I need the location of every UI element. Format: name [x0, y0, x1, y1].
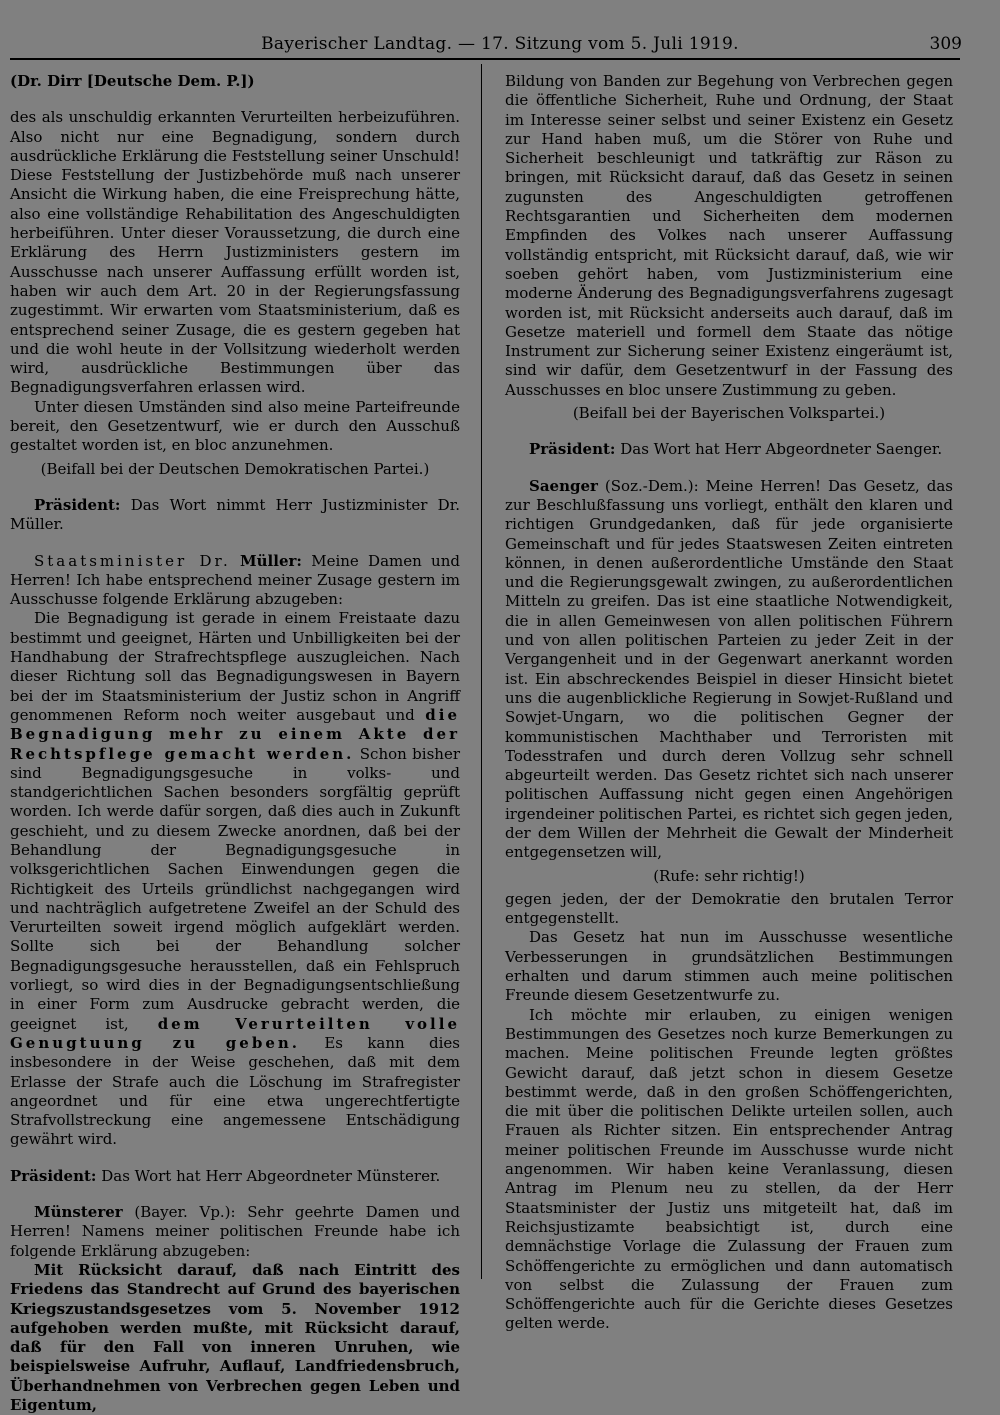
emphasis-text: die Begnadigung mehr zu einem Akte der Rechtspflege gemacht werden. [10, 705, 460, 763]
paragraph: Das Gesetz hat nun im Ausschusse wesentliche Verbesserungen in grundsätzlichen Bestimmungen erhalten und darum stimmen auch meine politischen Freunde diesem Gesetzentwurfe zu. [505, 928, 953, 1005]
running-title: Bayerischer Landtag. — 17. Sitzung vom 5. Juli 1919. [261, 34, 739, 54]
speech-text: Das Wort hat Herr Abgeordneter Münsterer. [101, 1166, 441, 1185]
speaker-label: Müller: [240, 551, 302, 570]
page-header [0, 0, 1000, 58]
paragraph: gegen jeden, der der Demokratie den brutalen Terror entgegenstellt. [505, 889, 953, 928]
right-column [505, 72, 953, 1334]
speech-text: Meine Damen und Herren! Ich habe entsprechend meiner Zusage gestern im Ausschusse folgende Erklärung abzugeben: [10, 551, 460, 609]
saenger-speech [505, 477, 953, 863]
column-divider [481, 64, 482, 1279]
paragraph: des als unschuldig erkannten Verurteilten herbeizuführen. Also nicht nur eine Begnadigung, sondern durch ausdrückliche Erklärung die Feststellung seiner Unschuld! Diese Feststellung der Justizbehörde muß nach unserer Ansicht die Wirkung haben, die eine Freisprechung hätte, also eine vollständige Rehabilitation des Angeschuldigten herbeiführen. Unter dieser Voraussetzung, die durch eine Erklärung des Herrn Justizministers gestern im Ausschusse nach unserer Auffassung erfüllt worden ist, haben wir auch dem Art. 20 in der Regierungsfassung zugestimmt. Wir erwarten vom Staatsministerium, daß es entsprechend seiner Zusage, die es gestern gegeben hat und die wohl heute in der Vollsitzung wiederholt werden wird, ausdrückliche Bestimmungen über das Begnadigungsverfahren erlassen wird. [10, 108, 460, 397]
emphasis-text: dem Verurteilten volle Genugtuung zu geben. [10, 1014, 460, 1052]
president-statement [10, 1167, 460, 1186]
paragraph: Unter diesen Umständen sind also meine Parteifreunde bereit, den Gesetzentwurf, wie er durch den Ausschuß gestaltet worden ist, en bloc anzunehmen. [10, 397, 460, 455]
continued-speaker: (Dr. Dirr [Deutsche Dem. P.]) [10, 72, 255, 90]
party-label: (Bayer. Vp.): [134, 1203, 236, 1222]
interjection-note: (Rufe: sehr richtig!) [653, 866, 805, 885]
speaker-label: Saenger [529, 476, 598, 495]
speaker-label: Präsident: [10, 1166, 97, 1185]
left-column [10, 72, 460, 1415]
speech-text: Sehr geehrte Damen und Herren! Namens meiner politischen Freunde habe ich folgende Erklärung abzugeben: [10, 1203, 460, 1260]
speech-text: Meine Herren! Das Gesetz, das zur Beschlußfassung uns vorliegt, enthält den klaren und richtigen Grundgedanken, daß für jede organisierte Gemeinschaft und für jedes Staatswesen Zeiten eintreten können, in denen außerordentliche Umstände den Staat und die Regierungsgewalt zwingen, zu außerordentlichen Mitteln zu greifen. Das ist eine staatliche Notwendigkeit, die in allen Gemeinwesen von allen politischen Führern und von allen politischen Parteien zu jeder Zeit in der Vergangenheit und in der Gegenwart anerkannt worden ist. Ein abschreckendes Beispiel in dieser Hinsicht bietet uns die augenblickliche Regierung in Sowjet-Rußland und Sowjet-Ungarn, wo die politischen Gegner der kommunistischen Machthaber und Terroristen mit Todesstrafen und durch deren Vollzug sehr schnell abgeurteilt werden. Das Gesetz richtet sich nach unserer politischen Auffassung nicht gegen einen Angehörigen irgendeiner politischen Partei, es richtet sich gegen jeden, der dem Willen der Mehrheit die Gewalt der Minderheit entgegensetzen will, [505, 476, 953, 862]
text-run: Die Begnadigung ist gerade in einem Freistaate dazu bestimmt und geeignet, Härten und Unbilligkeiten bei der Handhabung der Strafrechtspflege auszugleichen. Nach dieser Richtung soll das Begnadigungswesen in Bayern bei der im Staatsministerium der Justiz schon in Angriff genommenen Reform noch weiter ausgebaut und [10, 609, 460, 724]
president-statement [10, 496, 460, 535]
applause-note: (Beifall bei der Bayerischen Volkspartei.) [572, 404, 886, 423]
speaker-label: Münsterer [34, 1203, 123, 1222]
applause-note: (Beifall bei der Deutschen Demokratischen Partei.) [40, 459, 430, 478]
president-statement [505, 440, 953, 459]
speaker-label: Präsident: [529, 440, 616, 459]
header-rule [10, 58, 960, 60]
paragraph: Ich möchte mir erlauben, zu einigen wenigen Bestimmungen des Gesetzes noch kurze Bemerkungen zu machen. Meine politischen Freunde legten größtes Gewicht darauf, daß jetzt schon in diesem Gesetze bestimmt werde, daß in den großen Schöffengerichten, die mit über die politischen Delikte urteilen sollen, auch Frauen als Richter sitzen. Ein entsprechender Antrag meiner politischen Freunde im Ausschusse wurde nicht angenommen. Wir haben keine Veranlassung, diesen Antrag im Plenum neu zu stellen, da der Herr Staatsminister der Justiz uns mitgeteilt hat, daß im Reichsjustizamte beabsichtigt ist, durch eine demnächstige Vorlage die Zulassung der Frauen zum Schöffengerichte zu ermöglichen und dann automatisch von selbst die Zulassung der Frauen zum Schöffengerichte auch für die Gerichte dieses Gesetzes gelten werde. [505, 1005, 953, 1333]
paragraph: Mit Rücksicht darauf, daß nach Eintritt des Friedens das Standrecht auf Grund des bayerischen Kriegszustandsgesetzes vom 5. November 1912 aufgehoben werden mußte, mit Rücksicht darauf, daß für den Fall von inneren Unruhen, wie beispielsweise Aufruhr, Auflauf, Landfriedensbruch, Überhandnehmen von Verbrechen gegen Leben und Eigentum, [10, 1260, 460, 1414]
muensterer-intro [10, 1203, 460, 1261]
text-run: Schon bisher sind Begnadigungsgesuche in volks- und standgerichtlichen Sachen besonders sorgfältig geprüft worden. Ich werde dafür sorgen, daß dies auch in Zukunft geschieht, und zu diesem Zwecke anordnen, daß bei der Behandlung der Begnadigungsgesuche in volksgerichtlichen Sachen Einwendungen gegen die Richtigkeit des Urteils gründlichst nachgegangen wird und nachträglich aufgetretene Zweifel an der Schuld des Verurteilten soweit irgend möglich aufgeklärt werden. Sollte sich bei der Behandlung solcher Begnadigungsgesuche herausstellen, daß ein Fehlspruch vorliegt, so wird dies in der Begnadigungsentschließung in einer Form zum Ausdrucke gebracht werden, die geeignet ist, [10, 744, 460, 1033]
speaker-role: Staatsminister Dr. [34, 551, 231, 570]
paragraph [10, 609, 460, 1149]
text-run: Es kann dies insbesondere in der Weise geschehen, daß mit dem Erlasse der Strafe auch die Löschung im Strafregister angeordnet und für eine etwa ungerechtfertigte Strafvollstreckung eine angemessene Entschädigung gewährt wird. [10, 1033, 460, 1149]
page-number: 309 [929, 34, 962, 54]
speech-text: Das Wort hat Herr Abgeordneter Saenger. [620, 440, 943, 459]
paragraph: Bildung von Banden zur Begehung von Verbrechen gegen die öffentliche Sicherheit, Ruhe und Ordnung, der Staat im Interesse seiner selbst und seiner Existenz ein Gesetz zur Hand haben muß, um die Störer von Ruhe und Sicherheit beschleunigt und tatkräftig zur Räson zu bringen, mit Rücksicht darauf, daß das Gesetz in seinen zugunsten des Angeschuldigten getroffenen Rechtsgarantien und Sicherheiten dem modernen Empfinden des Volkes nach unserer Auffassung vollständig entspricht, mit Rücksicht darauf, daß, wie wir soeben gehört haben, vom Justizministerium eine moderne Änderung des Begnadigungsverfahrens zugesagt worden ist, mit Rücksicht anderseits auch darauf, daß im Gesetze materiell und formell dem Staate das nötige Instrument zur Sicherung seiner Existenz eingeräumt ist, sind wir dafür, dem Gesetzentwurf in der Fassung des Ausschusses en bloc unsere Zustimmung zu geben. [505, 72, 953, 399]
mueller-intro [10, 552, 460, 610]
party-label: (Soz.-Dem.): [604, 476, 699, 495]
speaker-label: Präsident: [34, 495, 121, 514]
speech-text: Das Wort nimmt Herr Justizminister Dr. Müller. [10, 495, 460, 534]
